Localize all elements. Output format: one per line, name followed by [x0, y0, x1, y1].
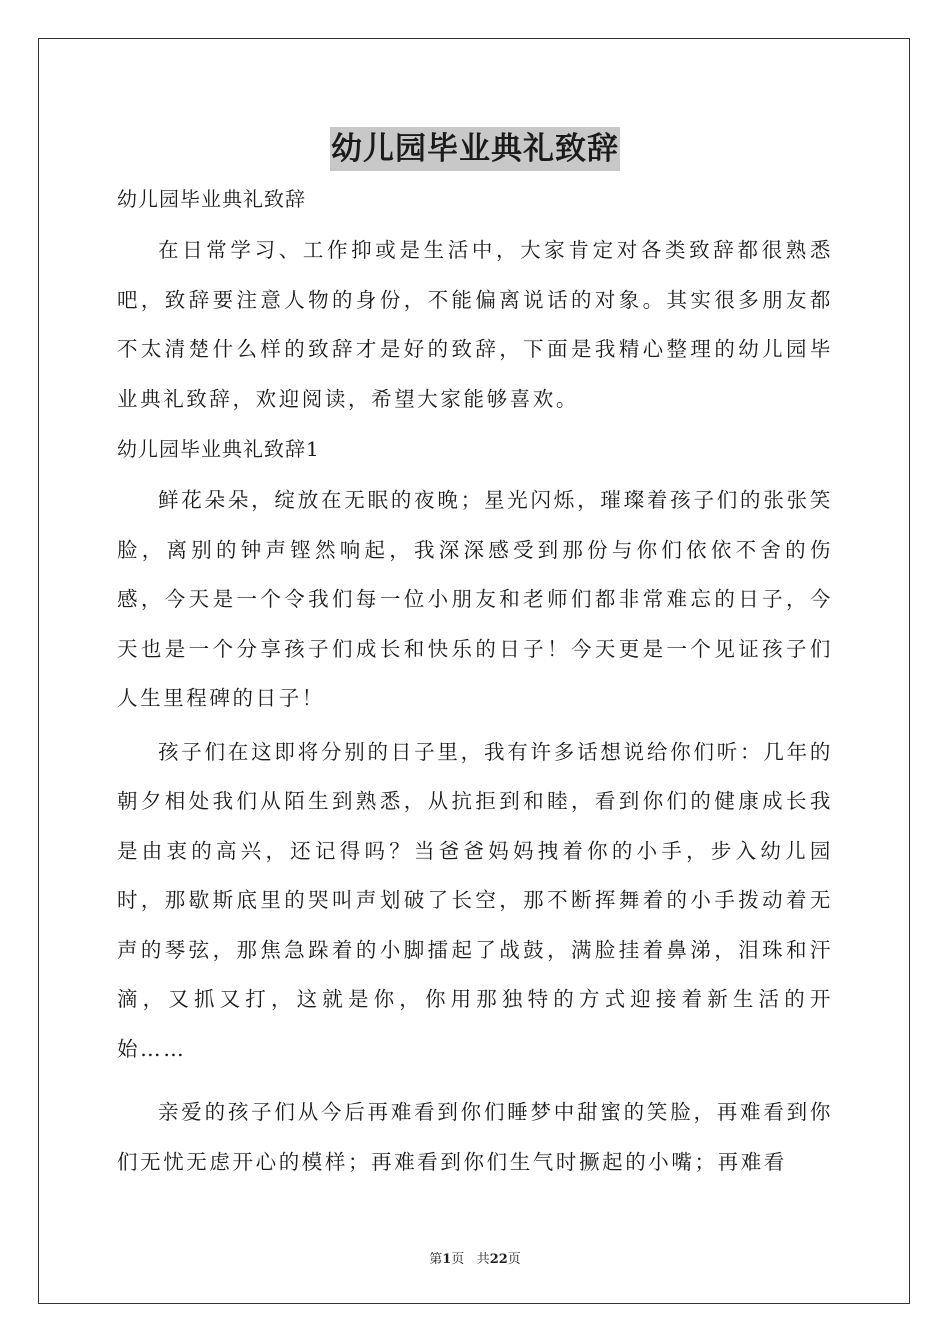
intro-paragraph: 在日常学习、工作抑或是生活中，大家肯定对各类致辞都很熟悉吧，致辞要注意人物的身份，不能偏离说话的对象。其实很多朋友都不太清楚什么样的致辞才是好的致辞，下面是我精心整理的幼儿园毕业典礼致辞，欢迎阅读，希望大家能够喜欢。 — [117, 238, 833, 411]
document-subtitle: 幼儿园毕业典礼致辞 — [117, 187, 306, 211]
total-suffix: 页 — [507, 1252, 521, 1267]
page-prefix: 第 — [429, 1252, 443, 1267]
body-paragraph-3: 亲爱的孩子们从今后再难看到你们睡梦中甜蜜的笑脸，再难看到你们无忧无虑开心的模样；再难看到你们生气时撅起的小嘴；再难看 — [117, 1100, 833, 1174]
section-heading: 幼儿园毕业典礼致辞1 — [117, 437, 320, 461]
body-paragraph-1: 鲜花朵朵，绽放在无眠的夜晚；星光闪烁，璀璨着孩子们的张张笑脸，离别的钟声铿然响起，我深深感受到那份与你们依依不舍的伤感，今天是一个令我们每一位小朋友和老师们都非常难忘的日子，今天也是一个分享孩子们成长和快乐的日子！今天更是一个见证孩子们人生里程碑的日子！ — [117, 488, 833, 710]
document-body — [117, 178, 833, 1187]
page-suffix: 页 — [451, 1252, 465, 1267]
page-footer — [0, 1248, 950, 1267]
body-paragraph-2: 孩子们在这即将分别的日子里，我有许多话想说给你们听：几年的朝夕相处我们从陌生到熟悉，从抗拒到和睦，看到你们的健康成长我是由衷的高兴，还记得吗？当爸爸妈妈拽着你的小手，步入幼儿园时，那歇斯底里的哭叫声划破了长空，那不断挥舞着的小手拨动着无声的琴弦，那焦急跺着的小脚擂起了战鼓，满脸挂着鼻涕，泪珠和汗滴，又抓又打，这就是你，你用那独特的方式迎接着新生活的开始…… — [117, 739, 833, 1061]
total-prefix: 共 — [476, 1252, 490, 1267]
page-number: 1 — [442, 1252, 452, 1267]
document-title: 幼儿园毕业典礼致辞 — [330, 127, 620, 171]
total-pages: 22 — [489, 1252, 508, 1267]
title-container — [0, 127, 950, 171]
